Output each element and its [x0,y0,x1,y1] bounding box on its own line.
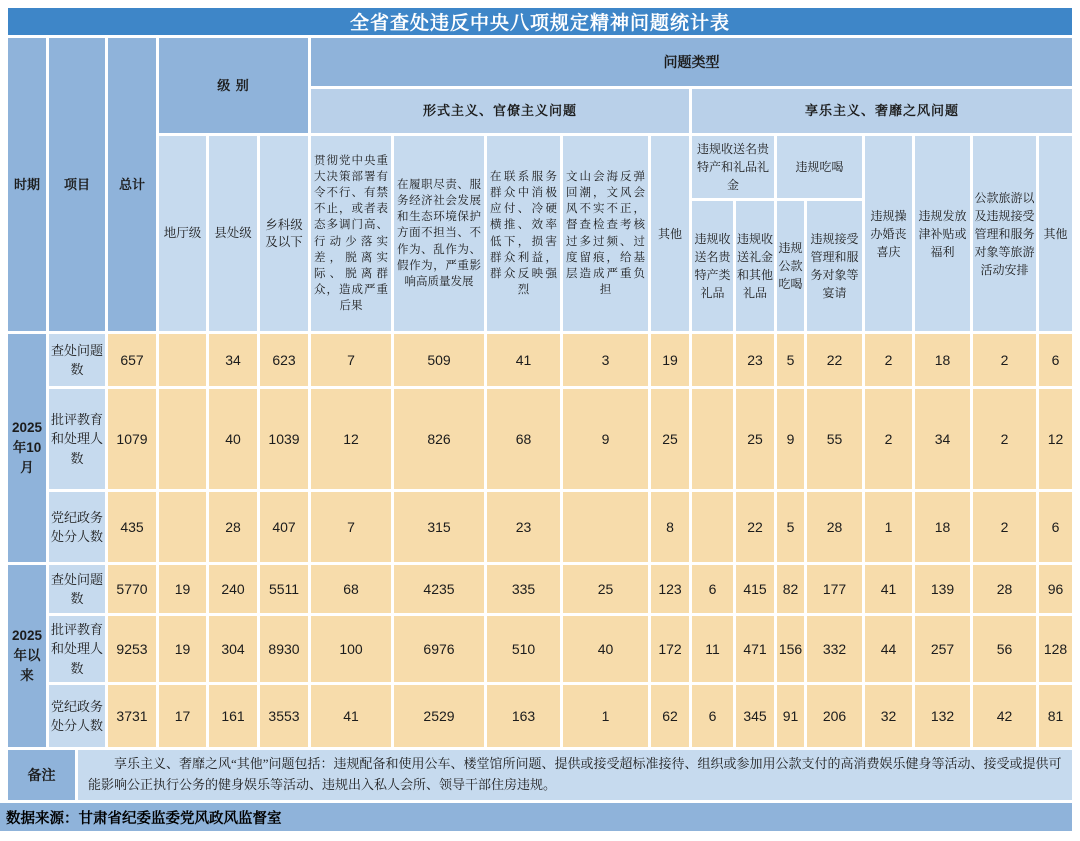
data-cell [692,389,733,489]
data-cell: 206 [807,685,862,747]
data-cell: 18 [915,492,970,562]
header-problem-type-group: 问题类型 [311,38,1072,86]
data-cell: 1 [865,492,912,562]
data-cell: 12 [1039,389,1072,489]
data-cell: 3731 [108,685,156,747]
data-cell: 41 [487,334,560,386]
data-cell: 8 [651,492,689,562]
header-formalism-col-2: 在履职尽责、服务经济社会发展和生态环境保护方面不担当、不作为、乱作为、假作为，严重影响高质量发展 [394,136,484,331]
header-hedonism-col-6: 违规发放津补贴或福利 [915,136,970,331]
data-cell: 32 [865,685,912,747]
data-cell: 25 [736,389,774,489]
data-cell: 62 [651,685,689,747]
row-label: 查处问题数 [49,565,105,613]
data-cell: 5 [777,334,804,386]
data-cell: 3 [563,334,648,386]
header-hedonism-col-7: 公款旅游以及违规接受管理和服务对象等旅游活动安排 [973,136,1036,331]
data-cell [159,492,206,562]
data-cell: 415 [736,565,774,613]
header-dining-group: 违规吃喝 [777,136,862,198]
data-cell: 68 [487,389,560,489]
header-hedonism-col-4: 违规接受管理和服务对象等宴请 [807,201,862,331]
row-label: 查处问题数 [49,334,105,386]
remark-label: 备注 [8,750,75,800]
data-cell: 96 [1039,565,1072,613]
data-cell [692,492,733,562]
stats-table [8,38,1072,747]
data-cell: 9 [563,389,648,489]
header-item: 项目 [49,38,105,331]
data-cell: 82 [777,565,804,613]
data-cell: 123 [651,565,689,613]
data-cell: 55 [807,389,862,489]
row-label: 党纪政务处分人数 [49,685,105,747]
header-hedonism-col-3: 违规公款吃喝 [777,201,804,331]
row-label: 批评教育和处理人数 [49,389,105,489]
data-cell: 22 [807,334,862,386]
data-cell: 81 [1039,685,1072,747]
row-label: 党纪政务处分人数 [49,492,105,562]
data-cell: 257 [915,616,970,682]
period-cell: 2025年以来 [8,565,46,747]
header-hedonism-other: 其他 [1039,136,1072,331]
header-level-township: 乡科级及以下 [260,136,308,331]
data-cell: 2 [865,334,912,386]
data-cell: 826 [394,389,484,489]
data-cell: 40 [563,616,648,682]
data-cell: 6976 [394,616,484,682]
data-cell: 623 [260,334,308,386]
remark-paragraph: 享乐主义、奢靡之风“其他”问题包括：违规配备和使用公车、楼堂馆所问题、提供或接受超标准接待、组织或参加用公款支付的高消费娱乐健身等活动、接受或提供可能影响公正执行公务的健身娱乐等活动、违规出入私人会所、领导干部住房违规。 [88,756,1062,792]
data-cell: 22 [736,492,774,562]
data-cell [563,492,648,562]
data-cell: 9 [777,389,804,489]
data-cell [692,334,733,386]
remark-row [8,750,1072,800]
data-cell: 11 [692,616,733,682]
data-cell: 19 [159,616,206,682]
row-label: 批评教育和处理人数 [49,616,105,682]
data-cell: 510 [487,616,560,682]
data-cell: 2 [973,492,1036,562]
data-cell: 6 [692,565,733,613]
data-cell: 44 [865,616,912,682]
data-cell: 1039 [260,389,308,489]
data-cell [159,389,206,489]
data-cell: 25 [651,389,689,489]
header-formalism-col-4: 文山会海反弹回潮，文风会风不实不正，督查检查考核过多过频、过度留痕，给基层造成严重负担 [563,136,648,331]
data-cell: 177 [807,565,862,613]
data-cell: 2 [973,334,1036,386]
data-cell: 4235 [394,565,484,613]
data-cell: 91 [777,685,804,747]
header-hedonism-col-1: 违规收送名贵特产类礼品 [692,201,733,331]
header-level-group: 级 别 [159,38,308,133]
data-cell: 132 [915,685,970,747]
data-cell: 7 [311,492,391,562]
data-cell: 28 [973,565,1036,613]
data-cell: 6 [1039,334,1072,386]
header-period: 时期 [8,38,46,331]
data-cell: 19 [159,565,206,613]
header-level-prefecture: 地厅级 [159,136,206,331]
header-gift-group: 违规收送名贵特产和礼品礼金 [692,136,774,198]
header-hedonism-col-2: 违规收送礼金和其他礼品 [736,201,774,331]
data-cell: 657 [108,334,156,386]
data-cell: 161 [209,685,257,747]
data-cell: 5511 [260,565,308,613]
data-cell: 2 [973,389,1036,489]
data-cell: 332 [807,616,862,682]
header-formalism-col-3: 在联系服务群众中消极应付、冷硬横推、效率低下，损害群众利益，群众反映强烈 [487,136,560,331]
header-total: 总计 [108,38,156,331]
data-cell: 240 [209,565,257,613]
header-hedonism-col-5: 违规操办婚丧喜庆 [865,136,912,331]
data-cell: 42 [973,685,1036,747]
data-cell: 407 [260,492,308,562]
data-cell: 128 [1039,616,1072,682]
data-cell: 304 [209,616,257,682]
data-cell: 19 [651,334,689,386]
data-cell: 3553 [260,685,308,747]
data-cell [159,334,206,386]
data-cell: 68 [311,565,391,613]
data-cell: 163 [487,685,560,747]
data-cell: 100 [311,616,391,682]
data-cell: 28 [209,492,257,562]
data-cell: 23 [736,334,774,386]
data-cell: 25 [563,565,648,613]
data-cell: 435 [108,492,156,562]
header-formalism-other: 其他 [651,136,689,331]
data-cell: 345 [736,685,774,747]
table-title: 全省查处违反中央八项规定精神问题统计表 [8,8,1072,35]
data-cell: 41 [865,565,912,613]
data-cell: 28 [807,492,862,562]
data-cell: 2 [865,389,912,489]
data-cell: 172 [651,616,689,682]
data-cell: 9253 [108,616,156,682]
data-cell: 1079 [108,389,156,489]
period-cell: 2025年10月 [8,334,46,562]
data-cell: 509 [394,334,484,386]
data-cell: 315 [394,492,484,562]
data-cell: 34 [209,334,257,386]
data-cell: 12 [311,389,391,489]
data-cell: 471 [736,616,774,682]
header-formalism-col-1: 贯彻党中央重大决策部署有令不行、有禁不止，或者表态多调门高、行动少落实差，脱离实际、脱离群众，造成严重后果 [311,136,391,331]
data-cell: 40 [209,389,257,489]
data-cell: 5 [777,492,804,562]
header-level-county: 县处级 [209,136,257,331]
data-cell: 7 [311,334,391,386]
data-cell: 34 [915,389,970,489]
data-cell: 156 [777,616,804,682]
data-cell: 18 [915,334,970,386]
data-source-bar: 数据来源：甘肃省纪委监委党风政风监督室 [0,803,1072,831]
data-cell: 139 [915,565,970,613]
data-cell: 17 [159,685,206,747]
data-cell: 41 [311,685,391,747]
data-cell: 335 [487,565,560,613]
data-cell: 1 [563,685,648,747]
data-cell: 6 [692,685,733,747]
header-formalism-group: 形式主义、官僚主义问题 [311,89,689,133]
data-cell: 8930 [260,616,308,682]
data-cell: 56 [973,616,1036,682]
data-cell: 23 [487,492,560,562]
data-cell: 5770 [108,565,156,613]
data-cell: 6 [1039,492,1072,562]
header-hedonism-group: 享乐主义、奢靡之风问题 [692,89,1072,133]
data-cell: 2529 [394,685,484,747]
remark-text [78,750,1072,800]
